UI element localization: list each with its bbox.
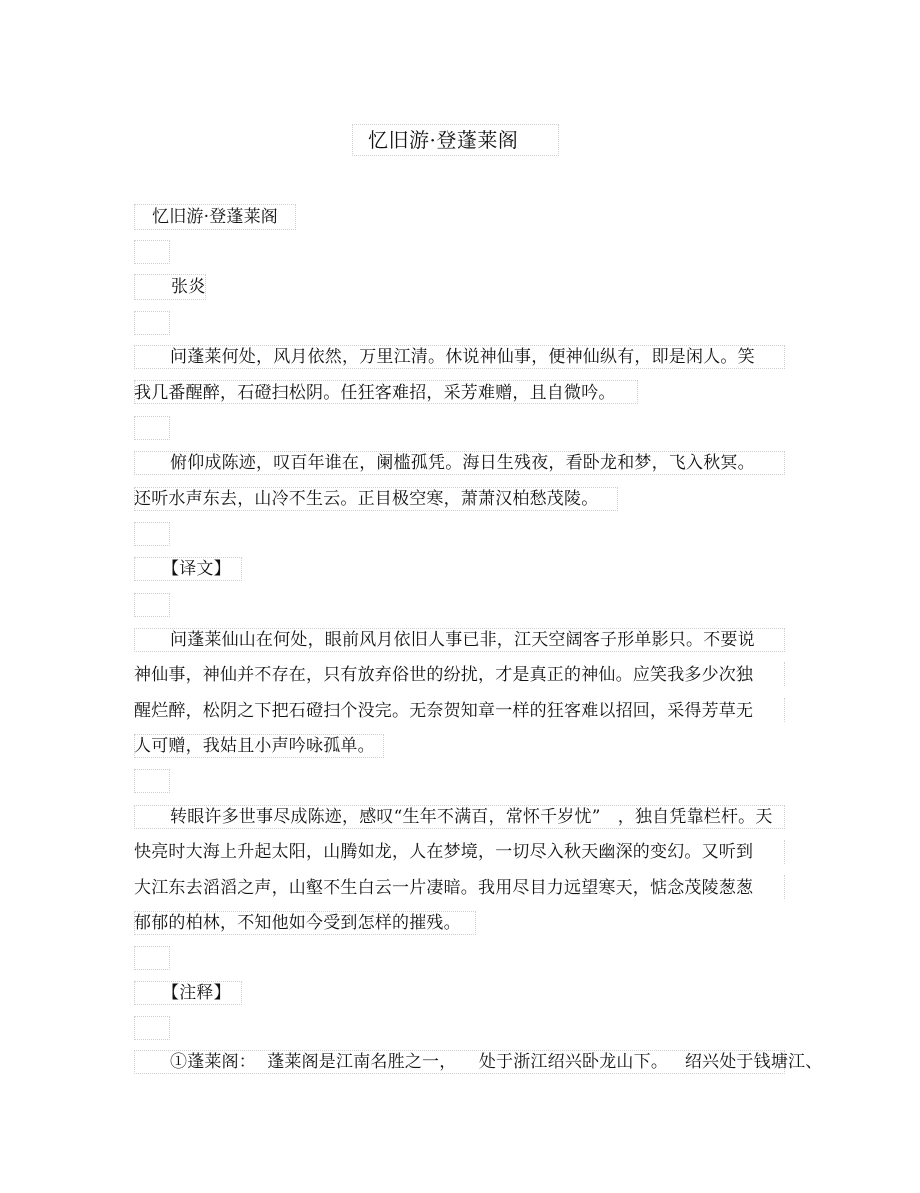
spacer-frame (134, 769, 170, 793)
translation-line: 郁郁的柏林，不知他如今受到怎样的摧残。 (134, 913, 461, 933)
poem-line: 还听水声东去，山冷不生云。正目极空寒，萧萧汉柏愁茂陵。 (134, 489, 599, 509)
spacer-frame (134, 946, 170, 970)
translation-line: 快亮时大海上升起太阳，山腾如龙，人在梦境，一切尽入秋天幽深的变幻。又听到 (134, 842, 754, 862)
poem-line: 俯仰成陈迹，叹百年谁在，阑槛孤凭。海日生残夜，看卧龙和梦，飞入秋冥。 (170, 453, 755, 473)
translation-line: 醒烂醉，松阴之下把石磴扫个没完。无奈贺知章一样的狂客难以招回，采得芳草无 (134, 701, 754, 721)
translation-line: 转眼许多世事尽成陈迹，感叹“生年不满百，常怀千岁忧” ，独自凭靠栏杆。天 (170, 807, 773, 827)
notes-label: 【注释】 (162, 983, 231, 1003)
spacer-frame (134, 593, 170, 617)
page-title: 忆旧游·登蓬莱阁 (368, 128, 519, 152)
author-name: 张炎 (171, 277, 206, 297)
frame-tick (784, 698, 785, 722)
translation-line: 大江东去滔滔之声，山壑不生白云一片凄暗。我用尽目力远望寒天，惦念茂陵葱葱 (134, 878, 754, 898)
spacer-frame (134, 416, 170, 440)
spacer-frame (134, 240, 170, 264)
spacer-frame (134, 311, 170, 335)
translation-line: 神仙事，神仙并不存在，只有放弃俗世的纷扰，才是真正的神仙。应笑我多少次独 (134, 665, 754, 685)
frame-tick (784, 875, 785, 899)
spacer-frame (134, 1016, 170, 1040)
poem-line: 问蓬莱何处，风月依然，万里江清。休说神仙事，便神仙纵有，即是闲人。笑 (170, 347, 755, 367)
poem-line: 我几番醒醉，石磴扫松阴。任狂客难招，采芳难赠，且自微吟。 (134, 383, 616, 403)
translation-line: 问蓬莱仙山在何处，眼前风月依旧人事已非，江天空阔客子形单影只。不要说 (170, 630, 755, 650)
spacer-frame (134, 522, 170, 546)
translation-label: 【译文】 (162, 559, 231, 579)
frame-tick (784, 840, 785, 864)
poem-heading: 忆旧游·登蓬莱阁 (152, 207, 279, 227)
translation-line: 人可赠，我姑且小声吟咏孤单。 (134, 736, 375, 756)
note-line: ①蓬莱阁： 蓬莱阁是江南名胜之一， 处于浙江绍兴卧龙山下。 绍兴处于钱塘江、 (170, 1052, 823, 1072)
frame-tick (784, 662, 785, 686)
